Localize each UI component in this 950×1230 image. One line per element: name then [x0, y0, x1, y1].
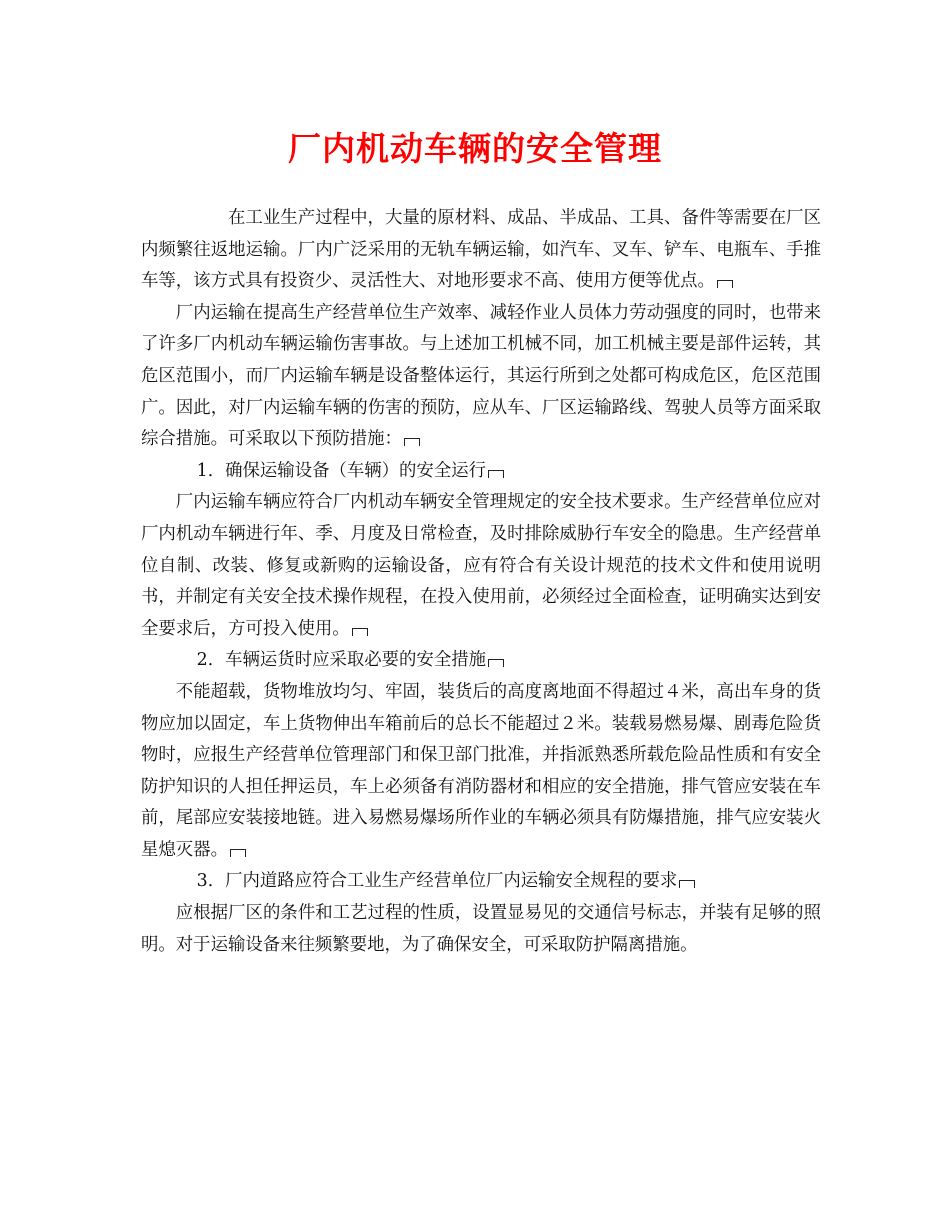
- paragraph-mark-icon: [352, 628, 368, 636]
- paragraph-text: 厂内运输在提高生产经营单位生产效率、减轻作业人员体力劳动强度的同时，也带来了许多厂内机动车辆运输伤害事故。与上述加工机械不同，加工机械主要是部件运转，其危区范围小，而厂内运输车辆是设备整体运行，其运行所到之处都可构成危区，危区范围广。因此，对厂内运输车辆的伤害的预防，应从车、厂区运输路线、驾驶人员等方面采取综合措施。可采取以下预防措施：: [141, 302, 821, 450]
- paragraph-mark-icon: [230, 849, 246, 857]
- paragraph-mark-icon: [488, 470, 504, 478]
- section-heading-text: 3．厂内道路应符合工业生产经营单位厂内运输安全规程的要求: [196, 871, 678, 892]
- paragraph-text: 不能超载，货物堆放均匀、牢固，装货后的高度离地面不得超过４米，高出车身的货物应加以固定，车上货物伸出车箱前后的总长不能超过２米。装载易燃易爆、剧毒危险货物时，应报生产经营单位管理部门和保卫部门批准，并指派熟悉所载危险品性质和有安全防护知识的人担任押运员，车上必须备有消防器材和相应的安全措施，排气管应安装在车前，尾部应安装接地链。进入易燃易爆场所作业的车辆必须具有防爆措施，排气应安装火星熄灭器。: [141, 681, 821, 860]
- section-heading-text: 1．确保运输设备（车辆）的安全运行: [196, 460, 486, 481]
- paragraph-intro: [141, 203, 821, 298]
- paragraph-mark-icon: [717, 280, 733, 288]
- paragraph-mark-icon: [488, 659, 504, 667]
- paragraph-hazards: [141, 298, 821, 456]
- document-body: [141, 203, 821, 961]
- paragraph-text: 厂内运输车辆应符合厂内机动车辆安全管理规定的安全技术要求。生产经营单位应对厂内机动车辆进行年、季、月度及日常检查，及时排除威胁行车安全的隐患。生产经营单位自制、改装、修复或新购的运输设备，应有符合有关设计规范的技术文件和使用说明书，并制定有关安全技术操作规程，在投入使用前，必须经过全面检查，证明确实达到安全要求后，方可投入使用。: [141, 492, 821, 639]
- section-heading-1: [141, 456, 821, 488]
- paragraph-cargo-measures: [141, 677, 821, 867]
- section-heading-2: [141, 645, 821, 677]
- paragraph-road-requirements: [141, 898, 821, 961]
- paragraph-text: 在工业生产过程中，大量的原材料、成品、半成品、工具、备件等需要在厂区内频繁往返地运输。厂内广泛采用的无轨车辆运输，如汽车、叉车、铲车、电瓶车、手推车等，该方式具有投资少、灵活性大、对地形要求不高、使用方便等优点。: [141, 208, 821, 292]
- section-heading-text: 2．车辆运货时应采取必要的安全措施: [196, 650, 486, 671]
- paragraph-mark-icon: [404, 438, 420, 446]
- paragraph-vehicle-safety: [141, 487, 821, 645]
- section-heading-3: [141, 866, 821, 898]
- document-title: 厂内机动车辆的安全管理: [288, 129, 662, 168]
- paragraph-mark-icon: [679, 880, 695, 888]
- paragraph-text: 应根据厂区的条件和工艺过程的性质，设置显易见的交通信号标志，并装有足够的照明。对于运输设备来往频繁要地，为了确保安全，可采取防护隔离措施。: [141, 903, 821, 955]
